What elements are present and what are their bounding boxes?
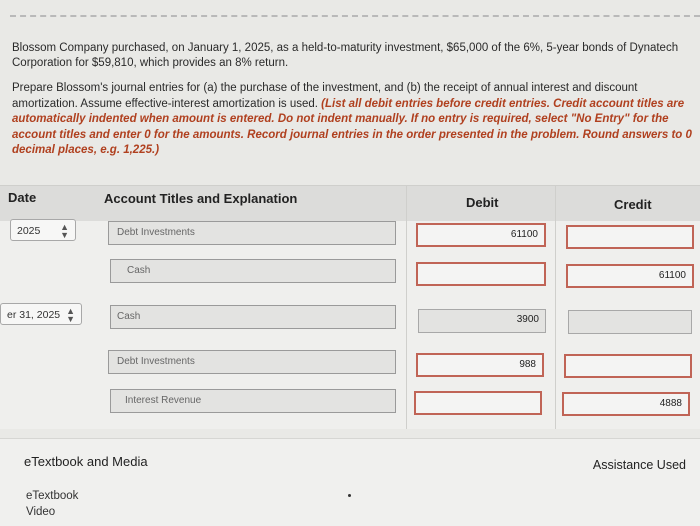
- instructions-lead: Prepare Blossom's journal entries for (a) the purchase of the investment, and (b) the receipt of annual interest and discount amortization. Assume effective-interest amortization is used.: [12, 82, 638, 110]
- journal-table-body: [0, 221, 700, 429]
- debit-amount-field[interactable]: [416, 262, 546, 286]
- column-divider: [406, 185, 407, 429]
- instructions-emphasis: (List all debit entries before credit entries. Credit account titles are automatically indented when amount is entered. Do not indent manually. If no entry is required, select "No Entry" for the account titles and enter 0 for the amounts. Record journal entries in the order presented in the problem. Round answers to 0 decimal places, e.g. 1,225.): [12, 97, 692, 156]
- date-select[interactable]: er 31, 2025 ▲ ▼: [0, 303, 82, 325]
- credit-amount-field[interactable]: 61100: [566, 264, 694, 288]
- credit-amount-field[interactable]: [564, 354, 692, 378]
- select-arrows-icon: ▲ ▼: [66, 306, 75, 324]
- etextbook-title: eTextbook and Media: [24, 454, 148, 469]
- journal-table-header: [0, 185, 700, 222]
- etextbook-panel: [0, 438, 700, 526]
- date-select[interactable]: 2025 ▲ ▼: [10, 219, 76, 241]
- account-title-field[interactable]: Debt Investments: [108, 350, 396, 374]
- col-header-date: Date: [8, 190, 37, 205]
- credit-amount-field[interactable]: [568, 310, 692, 334]
- account-title-field[interactable]: Cash: [110, 305, 396, 329]
- video-link[interactable]: Video: [26, 506, 56, 518]
- select-arrows-icon: ▲ ▼: [60, 222, 69, 240]
- debit-amount-field[interactable]: 988: [416, 353, 544, 377]
- problem-statement: Blossom Company purchased, on January 1, 2025, as a held-to-maturity investment, $65,000 of the 6%, 5-year bonds of Dynatech Corporation for $59,810, which provides an 8% return.: [12, 42, 679, 69]
- account-title-field[interactable]: Interest Revenue: [110, 389, 396, 413]
- column-divider: [555, 185, 556, 429]
- credit-amount-field[interactable]: [566, 225, 694, 249]
- debit-amount-field[interactable]: 3900: [418, 309, 546, 333]
- col-header-accounts: Account Titles and Explanation: [104, 191, 298, 206]
- account-title-field[interactable]: Debt Investments: [108, 221, 396, 245]
- col-header-debit: Debit: [466, 195, 499, 210]
- credit-amount-field[interactable]: 4888: [562, 392, 690, 416]
- etextbook-link[interactable]: eTextbook: [26, 490, 79, 502]
- debit-amount-field[interactable]: 61100: [416, 223, 546, 247]
- account-title-field[interactable]: Cash: [110, 259, 396, 283]
- instructions: [12, 81, 700, 159]
- assistance-used-label: Assistance Used: [592, 458, 686, 472]
- debit-amount-field[interactable]: [414, 391, 542, 415]
- col-header-credit: Credit: [614, 197, 652, 212]
- page-top-divider: [10, 15, 700, 17]
- cursor-dot: [348, 494, 351, 497]
